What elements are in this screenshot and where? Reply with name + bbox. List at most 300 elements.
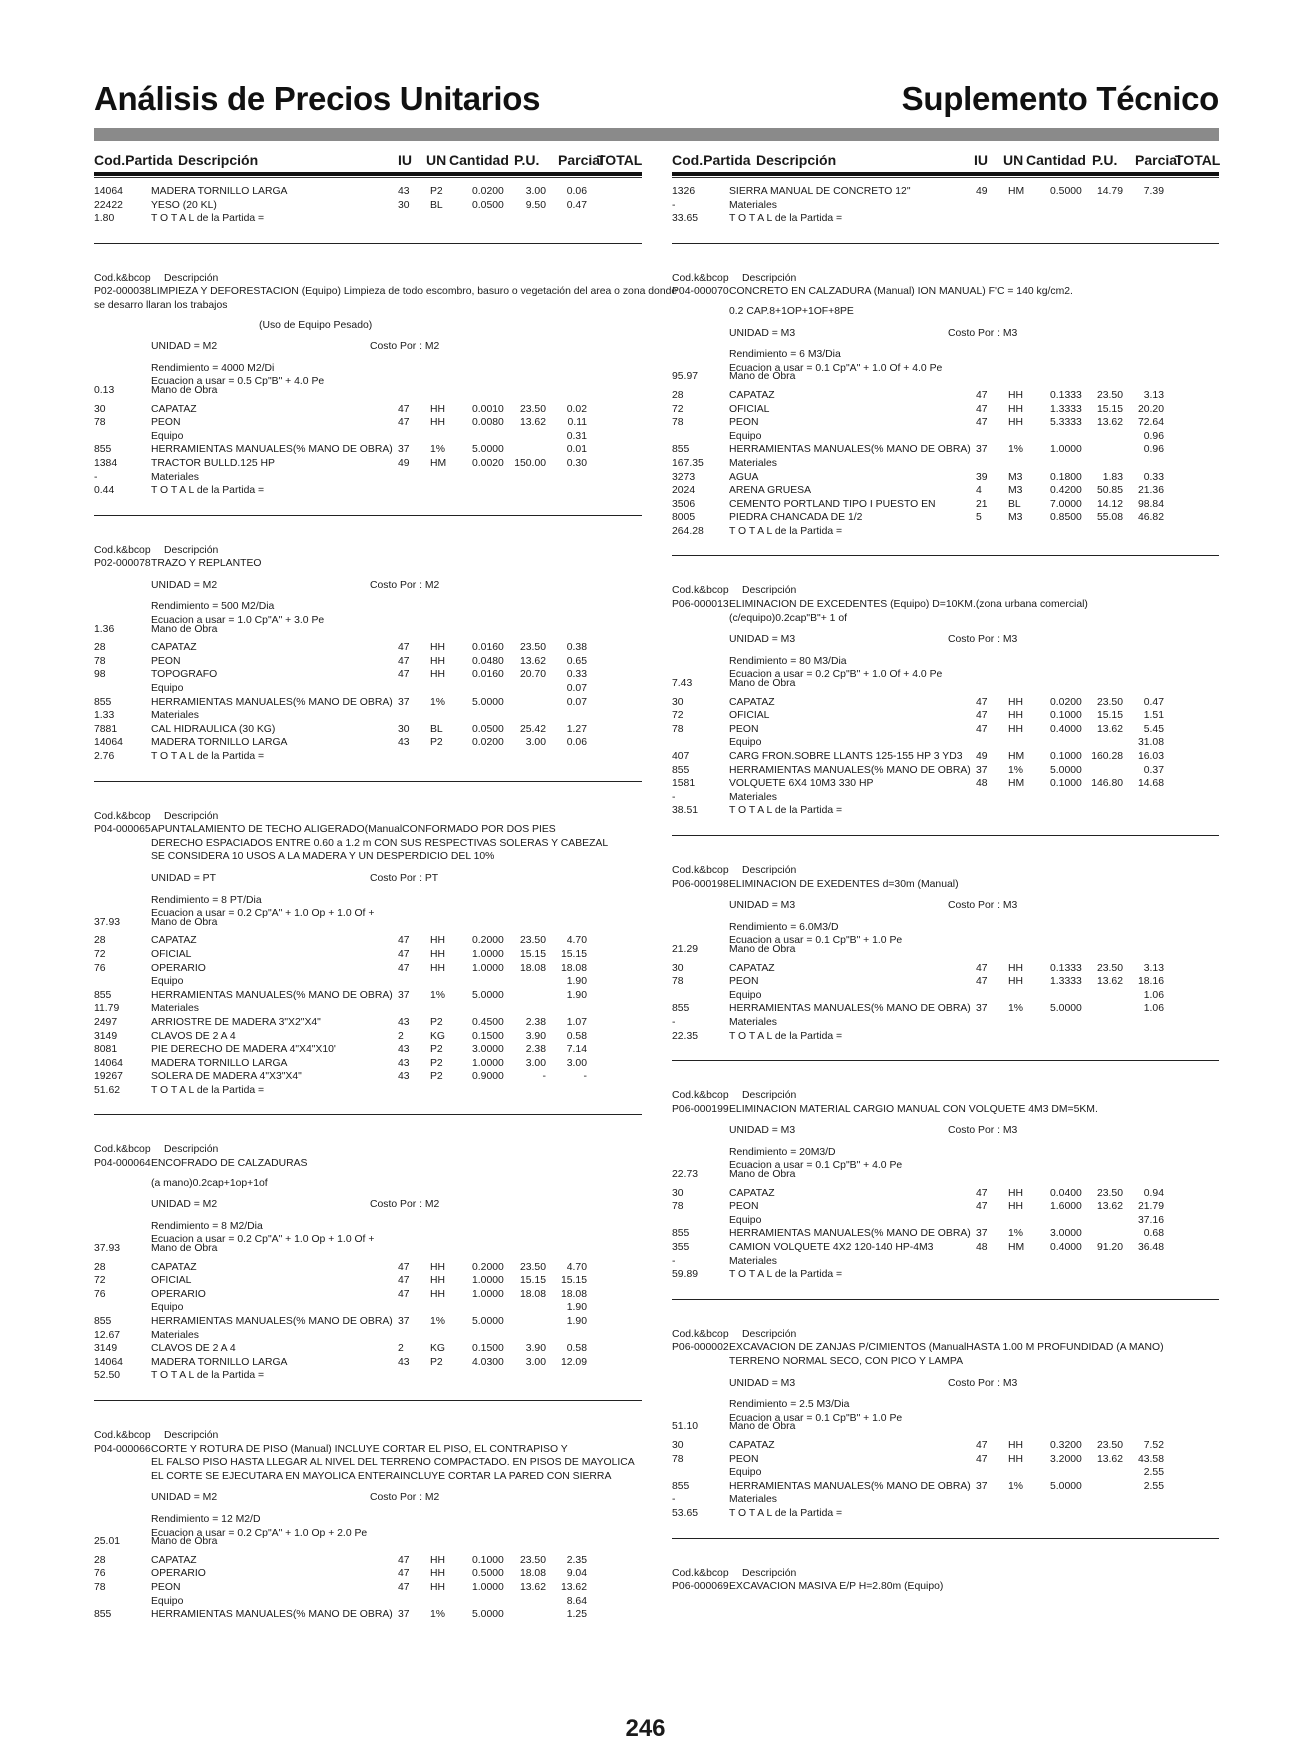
item-unit-price: 18.08 (519, 962, 546, 974)
col-desc: Descripción (178, 152, 259, 168)
item-unit: HH (430, 655, 446, 667)
block-title (672, 1580, 1219, 1594)
item-code: 78 (94, 655, 106, 667)
block-title-cont (672, 1355, 1219, 1369)
item-code: 72 (672, 710, 684, 722)
total-label: T O T A L de la Partida = (729, 1507, 843, 1519)
item-code: 76 (94, 1568, 106, 1580)
block-title (94, 285, 678, 299)
cost-label: Costo Por : M3 (948, 900, 1018, 912)
materials-total: - (672, 791, 676, 803)
item-description: CLAVOS DE 2 A 4 (151, 1030, 236, 1042)
item-partial: 0.58 (566, 1030, 587, 1042)
table-row (672, 1200, 1219, 1214)
item-partial: 15.15 (560, 1275, 587, 1287)
item-unit: M3 (1008, 512, 1023, 524)
materials-header (94, 1329, 642, 1343)
item-quantity: 1.0000 (472, 1288, 504, 1300)
unit-label: UNIDAD = M2 (151, 1492, 218, 1504)
item-partial: 36.48 (1137, 1242, 1164, 1254)
item-description: CEMENTO PORTLAND TIPO I PUESTO EN (729, 498, 936, 510)
item-unit-price: 13.62 (519, 655, 546, 667)
item-partial: 15.15 (560, 948, 587, 960)
total-label: T O T A L de la Partida = (151, 1084, 265, 1096)
item-description: HERRAMIENTAS MANUALES(% MANO DE OBRA) (729, 764, 971, 776)
code-label: Cod.k&bcop (94, 1429, 151, 1441)
item-quantity: 0.0200 (1050, 696, 1082, 708)
item-quantity: 0.1500 (472, 1030, 504, 1042)
block-title (94, 1443, 642, 1457)
item-unit: P2 (430, 1057, 443, 1069)
unit-line (94, 340, 642, 354)
item-description: CAPATAZ (151, 935, 197, 947)
total-label: T O T A L de la Partida = (151, 485, 265, 497)
table-row (94, 989, 642, 1003)
item-code: 855 (672, 1480, 690, 1492)
yield-text: Rendimiento = 8 PT/Dia (151, 894, 262, 906)
item-quantity: 0.0400 (1050, 1187, 1082, 1199)
cost-label: Costo Por : M3 (948, 1377, 1018, 1389)
item-iu: 47 (398, 1554, 410, 1566)
item-code: 14064 (94, 1057, 123, 1069)
equipment-label: Equipo (729, 1467, 762, 1479)
item-quantity: 5.0000 (1050, 1480, 1082, 1492)
item-description: PEON (729, 976, 759, 988)
equipment-header (672, 989, 1219, 1003)
table-row (94, 1608, 642, 1622)
item-quantity: 5.0000 (1050, 764, 1082, 776)
item-iu: 4 (976, 485, 982, 497)
item-code: 78 (672, 723, 684, 735)
item-iu: 43 (398, 1044, 410, 1056)
item-iu: 47 (976, 1187, 988, 1199)
partida-title: ELIMINACION DE EXCEDENTES (Equipo) D=10KM.(zona urbana comercial) (729, 599, 1088, 611)
table-row (94, 1288, 642, 1302)
item-description: CAPATAZ (729, 1439, 775, 1451)
item-description: TOPOGRAFO (151, 669, 218, 681)
item-quantity: 5.0000 (1050, 1003, 1082, 1015)
column-header (94, 150, 642, 176)
labor-header (94, 1535, 642, 1549)
yield-text: Rendimiento = 20M3/D (729, 1146, 836, 1158)
item-unit-price: 23.50 (1096, 696, 1123, 708)
analysis-block (672, 272, 1219, 539)
item-quantity: 1.6000 (1050, 1201, 1082, 1213)
item-unit-price: 13.62 (1096, 976, 1123, 988)
item-description: PEON (729, 1453, 759, 1465)
item-iu: 37 (976, 1003, 988, 1015)
block-title (672, 1341, 1219, 1355)
item-quantity: 1.3333 (1050, 403, 1082, 415)
item-quantity: 0.1333 (1050, 962, 1082, 974)
table-row (94, 1581, 642, 1595)
materials-header (672, 457, 1219, 471)
equipment-label: Equipo (151, 1595, 184, 1607)
col-pu: P.U. (1092, 152, 1118, 168)
block-title-cont (94, 1456, 642, 1470)
col-parcial: Parcial (558, 152, 604, 168)
item-quantity: 7.0000 (1050, 498, 1082, 510)
table-row (672, 1002, 1219, 1016)
equation-text: Ecuacion a usar = 1.0 Cp"A" + 3.0 Pe (151, 615, 325, 627)
labor-label: Mano de Obra (151, 623, 218, 635)
partida-total: 33.65 (672, 213, 699, 225)
analysis-block (94, 544, 642, 764)
item-unit-price: 18.08 (519, 1288, 546, 1300)
table-row (94, 457, 642, 471)
item-partial: 98.84 (1137, 498, 1164, 510)
analysis-block (94, 810, 642, 1098)
item-code: 72 (672, 403, 684, 415)
description-label: Descripción (742, 1567, 797, 1579)
item-partial: 0.02 (566, 403, 587, 415)
partida-code: P04-000065 (94, 824, 151, 836)
materials-label: Materiales (729, 1494, 777, 1506)
item-iu: 37 (976, 764, 988, 776)
partida-total: 51.62 (94, 1084, 121, 1096)
code-label: Cod.k&bcop (672, 1567, 729, 1579)
unit-label: UNIDAD = M3 (729, 1377, 796, 1389)
item-partial: 7.14 (566, 1044, 587, 1056)
col-parcial: Parcial (1135, 152, 1181, 168)
code-label: Cod.k&bcop (94, 810, 151, 822)
col-total: TOTAL (1175, 152, 1221, 168)
item-unit-price: 3.90 (525, 1030, 546, 1042)
item-unit-price: 146.80 (1091, 778, 1123, 790)
item-unit-price: 20.70 (519, 669, 546, 681)
table-row (672, 1480, 1219, 1494)
col-iu: IU (398, 152, 412, 168)
partida-total: 2.76 (94, 751, 115, 762)
partida-title: EXCAVACION DE ZANJAS P/CIMIENTOS (ManualHASTA 1.00 M PROFUNDIDAD (A MANO) (729, 1342, 1164, 1354)
item-unit: KG (430, 1030, 446, 1042)
table-row (672, 185, 1219, 199)
col-cantidad: Cantidad (1026, 152, 1086, 168)
item-unit: HM (430, 457, 447, 469)
block-head (94, 810, 642, 824)
right-content (672, 178, 1219, 1594)
item-iu: 47 (976, 696, 988, 708)
item-code: 78 (672, 417, 684, 429)
table-row (672, 1453, 1219, 1467)
partida-title: CORTE Y ROTURA DE PISO (Manual) INCLUYE CORTAR EL PISO, EL CONTRAPISO Y (151, 1443, 568, 1455)
item-description: ARENA GRUESA (729, 485, 811, 497)
equipment-header (94, 682, 642, 696)
item-description: PIEDRA CHANCADA DE 1/2 (729, 512, 863, 524)
labor-header (94, 623, 642, 637)
partida-title-cont: TERRENO NORMAL SECO, CON PICO Y LAMPA (729, 1356, 964, 1367)
item-unit-price: 91.20 (1096, 1242, 1123, 1254)
labor-header (672, 1168, 1219, 1182)
partida-note: (Uso de Equipo Pesado) (259, 319, 373, 331)
materials-total: 1.33 (94, 710, 115, 722)
item-description: CAPATAZ (151, 403, 197, 415)
yield-text: Rendimiento = 6 M3/Dia (729, 349, 841, 361)
item-description: ARRIOSTRE DE MADERA 3"X2"X4" (151, 1016, 321, 1028)
item-iu: 47 (398, 417, 410, 429)
equation-text: Ecuacion a usar = 0.1 Cp"A" + 1.0 Of + 4.0 Pe (729, 362, 943, 374)
block-head (94, 1429, 642, 1443)
item-unit-price: 3.00 (525, 1057, 546, 1069)
partida-title: LIMPIEZA Y DEFORESTACION (Equipo) Limpieza de todo escombro, basuro o vegetación del area o zona donde (151, 286, 678, 298)
materials-total: - (94, 471, 98, 483)
item-description: OFICIAL (729, 710, 770, 722)
item-quantity: 0.3200 (1050, 1439, 1082, 1451)
item-description: CAMION VOLQUETE 4X2 120-140 HP-4M3 (729, 1242, 934, 1254)
item-iu: 47 (398, 1581, 410, 1593)
materials-total: - (672, 1016, 676, 1028)
item-unit: HM (1008, 1242, 1025, 1254)
item-unit: KG (430, 1343, 446, 1355)
item-unit: 1% (430, 696, 446, 708)
item-code: 78 (672, 1453, 684, 1465)
materials-header (672, 1493, 1219, 1507)
equipment-label: Equipo (729, 430, 762, 442)
partida-code: P06-000013 (672, 599, 729, 611)
unit-label: UNIDAD = M3 (729, 634, 796, 646)
item-unit-price: 23.50 (519, 642, 546, 654)
total-label: T O T A L de la Partida = (729, 525, 843, 537)
item-unit: HH (430, 1288, 446, 1300)
item-description: CAPATAZ (151, 1554, 197, 1566)
materials-total: 167.35 (672, 457, 704, 469)
partida-total: 53.65 (672, 1507, 699, 1519)
materials-header (672, 1255, 1219, 1269)
item-code: 30 (672, 696, 684, 708)
item-description: YESO (20 KL) (151, 199, 217, 211)
item-quantity: 0.5000 (1050, 186, 1082, 197)
description-label: Descripción (742, 1090, 797, 1102)
item-unit: P2 (430, 1071, 443, 1083)
equipment-subtotal: 31.08 (1137, 737, 1164, 749)
labor-total: 25.01 (94, 1536, 121, 1548)
item-unit-price: 15.15 (519, 1275, 546, 1287)
table-row (672, 498, 1219, 512)
item-code: 72 (94, 948, 106, 960)
item-quantity: 1.0000 (472, 962, 504, 974)
item-unit-price: 3.00 (525, 1356, 546, 1368)
description-label: Descripción (164, 1144, 219, 1156)
right-column (672, 150, 1219, 1594)
equipment-label: Equipo (729, 737, 762, 749)
equipment-label: Equipo (151, 976, 184, 988)
item-partial: 7.39 (1143, 186, 1164, 197)
item-code: 3506 (672, 498, 696, 510)
item-quantity: 3.0000 (472, 1044, 504, 1056)
page-title: Análisis de Precios Unitarios (94, 80, 541, 117)
item-quantity: 0.1500 (472, 1343, 504, 1355)
item-unit-price: 13.62 (1096, 1201, 1123, 1213)
item-iu: 37 (976, 1228, 988, 1240)
table-row (672, 1241, 1219, 1255)
analysis-block (672, 1089, 1219, 1282)
item-code: 855 (672, 764, 690, 776)
item-partial: 16.03 (1137, 751, 1164, 762)
code-label: Cod.k&bcop (672, 864, 729, 876)
table-row (94, 185, 642, 199)
item-partial: 0.06 (566, 186, 587, 197)
item-quantity: 4.0300 (472, 1356, 504, 1368)
item-iu: 48 (976, 1242, 988, 1254)
item-partial: 1.06 (1143, 1003, 1164, 1015)
yield-text: Rendimiento = 2.5 M3/Dia (729, 1399, 850, 1411)
item-quantity: 0.0480 (472, 655, 504, 667)
item-partial: 0.07 (566, 696, 587, 708)
item-quantity: 0.4500 (472, 1016, 504, 1028)
unit-label: UNIDAD = M2 (151, 341, 218, 353)
partida-total: 52.50 (94, 1370, 121, 1382)
item-unit-price: 23.50 (519, 935, 546, 947)
item-partial: 43.58 (1137, 1453, 1164, 1465)
item-description: CAPATAZ (151, 642, 197, 654)
item-iu: 47 (398, 669, 410, 681)
item-code: 78 (672, 976, 684, 988)
total-label: T O T A L de la Partida = (729, 805, 843, 817)
item-partial: 3.00 (566, 1057, 587, 1069)
code-label: Cod.k&bcop (94, 544, 151, 556)
item-partial: 2.55 (1143, 1480, 1164, 1492)
materials-label: Materiales (729, 1016, 777, 1028)
item-unit: HH (1008, 696, 1024, 708)
labor-label: Mano de Obra (151, 1243, 218, 1255)
item-iu: 47 (398, 403, 410, 415)
code-label: Cod.k&bcop (94, 1144, 151, 1156)
block-title (94, 1157, 642, 1171)
item-description: SIERRA MANUAL DE CONCRETO 12" (729, 186, 911, 197)
table-row (94, 403, 642, 417)
item-iu: 37 (398, 696, 410, 708)
item-unit-price: 23.50 (519, 1261, 546, 1273)
equipment-header (94, 430, 642, 444)
item-iu: 47 (976, 710, 988, 722)
item-unit-price: 150.00 (514, 457, 546, 469)
item-description: PEON (151, 417, 181, 429)
col-un: UN (426, 152, 447, 168)
description-label: Descripción (742, 864, 797, 876)
item-iu: 2 (398, 1343, 404, 1355)
item-unit: HM (1008, 186, 1025, 197)
item-unit: HH (1008, 1439, 1024, 1451)
left-content (94, 178, 678, 1622)
item-partial: 0.33 (1143, 471, 1164, 483)
equation-text: Ecuacion a usar = 0.1 Cp"B" + 1.0 Pe (729, 935, 903, 947)
total-line (94, 750, 642, 764)
item-description: SOLERA DE MADERA 4"X3"X4" (151, 1071, 302, 1083)
col-desc: Descripción (756, 152, 837, 168)
labor-label: Mano de Obra (729, 678, 796, 690)
table-row (672, 975, 1219, 989)
item-description: CAPATAZ (729, 389, 775, 401)
item-unit-price: 23.50 (1096, 389, 1123, 401)
table-row (94, 1567, 642, 1581)
item-code: 28 (672, 389, 684, 401)
partida-title-cont: (c/equipo)0.2cap"B"+ 1 of (729, 612, 847, 624)
total-line (94, 212, 642, 226)
materials-header (94, 1002, 642, 1016)
item-description: OPERARIO (151, 1288, 206, 1300)
item-iu: 49 (976, 186, 988, 197)
item-partial: 1.27 (566, 723, 587, 735)
item-code: 855 (94, 989, 112, 1001)
partida-code: P06-000198 (672, 878, 729, 890)
equipment-subtotal: 8.64 (566, 1595, 587, 1607)
table-row (94, 668, 642, 682)
item-unit-price: 14.79 (1096, 186, 1123, 197)
labor-label: Mano de Obra (729, 1169, 796, 1181)
table-row (94, 1315, 642, 1329)
yield-line (672, 1398, 1219, 1412)
materials-label: Materiales (151, 1003, 199, 1015)
table-row (672, 962, 1219, 976)
item-code: 1326 (672, 186, 696, 197)
yield-line (94, 1513, 642, 1527)
column-header (672, 150, 1219, 176)
item-iu: 47 (976, 962, 988, 974)
partida-total: 264.28 (672, 525, 704, 537)
item-quantity: 5.0000 (472, 696, 504, 708)
item-unit: HH (430, 403, 446, 415)
unit-line (672, 327, 1219, 341)
equipment-header (672, 1466, 1219, 1480)
partida-title-cont: DERECHO ESPACIADOS ENTRE 0.60 a 1.2 m CON SUS RESPECTIVAS SOLERAS Y CABEZAL (151, 837, 609, 849)
item-description: CAPATAZ (729, 1187, 775, 1199)
item-unit: M3 (1008, 485, 1023, 497)
item-code: 855 (94, 444, 112, 456)
item-description: HERRAMIENTAS MANUALES(% MANO DE OBRA) (151, 1609, 393, 1621)
item-iu: 47 (398, 962, 410, 974)
materials-total: 11.79 (94, 1003, 120, 1015)
item-unit: HH (430, 1568, 446, 1580)
total-label: T O T A L de la Partida = (729, 1269, 843, 1281)
item-description: HERRAMIENTAS MANUALES(% MANO DE OBRA) (151, 989, 393, 1001)
item-description: PEON (729, 723, 759, 735)
item-code: 98 (94, 669, 106, 681)
unit-line (672, 1124, 1219, 1138)
item-unit: HH (430, 1261, 446, 1273)
item-code: 30 (672, 1187, 684, 1199)
item-description: CAPATAZ (151, 1261, 197, 1273)
item-iu: 47 (976, 403, 988, 415)
item-quantity: 0.1000 (1050, 710, 1082, 722)
item-quantity: 0.0200 (472, 737, 504, 749)
yield-line (672, 921, 1219, 935)
partida-title-cont: SE CONSIDERA 10 USOS A LA MADERA Y UN DESPERDICIO DEL 10% (151, 851, 495, 863)
table-row (672, 403, 1219, 417)
equipment-label: Equipo (729, 989, 762, 1001)
block-title-cont (94, 850, 642, 864)
item-code: 855 (94, 1316, 112, 1327)
item-code: 855 (94, 1609, 112, 1621)
block-title (672, 1103, 1219, 1117)
unit-line (94, 579, 642, 593)
total-line (672, 525, 1219, 539)
table-row (94, 696, 642, 710)
table-row (94, 1030, 642, 1044)
partida-note: 0.2 CAP.8+1OP+1OF+8PE (729, 305, 854, 317)
materials-label: Materiales (729, 791, 777, 803)
yield-line (94, 894, 642, 908)
yield-line (94, 1220, 642, 1234)
item-description: HERRAMIENTAS MANUALES(% MANO DE OBRA) (151, 1316, 393, 1327)
description-label: Descripción (742, 1328, 797, 1340)
item-iu: 47 (398, 935, 410, 947)
unit-line (672, 633, 1219, 647)
description-label: Descripción (164, 810, 219, 822)
block-title (94, 557, 642, 571)
materials-total: - (672, 1494, 676, 1506)
table-row (672, 1187, 1219, 1201)
item-partial: 0.37 (1143, 764, 1164, 776)
